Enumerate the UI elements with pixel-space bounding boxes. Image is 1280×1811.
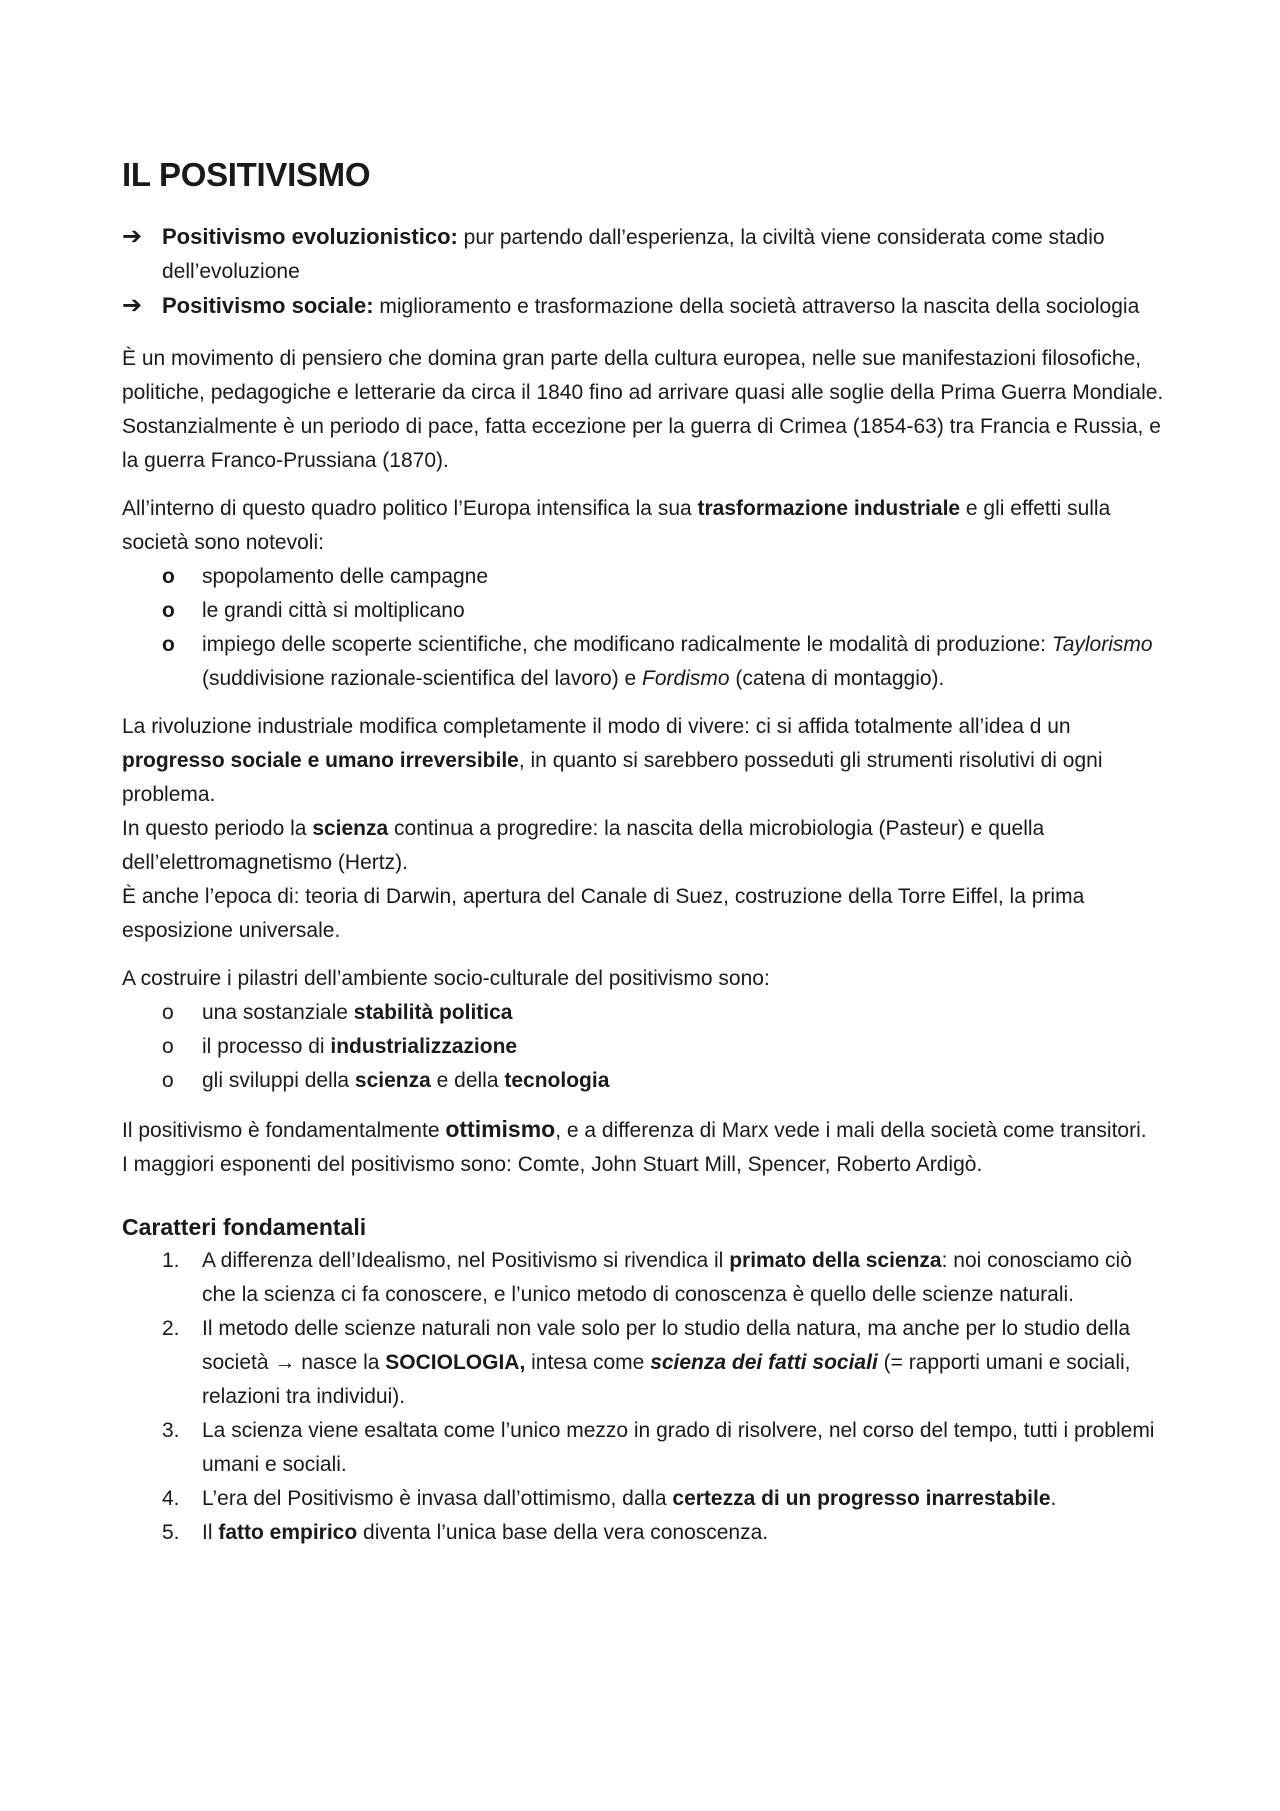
arrow-item-lead: Positivismo sociale:	[162, 293, 374, 318]
list-item: o una sostanziale stabilità politica	[122, 996, 1167, 1030]
arrow-item-text: pur partendo dall’esperienza, la civiltà viene considerata come stadio dell’evoluzione	[162, 226, 1105, 283]
list-item: o spopolamento delle campagne	[122, 560, 1167, 594]
paragraph: I maggiori esponenti del positivismo sono: Comte, John Stuart Mill, Spencer, Roberto Ardigò.	[122, 1153, 983, 1176]
bullet-marker: o	[162, 1001, 174, 1024]
list-item: 1. A differenza dell’Idealismo, nel Positivismo si rivendica il primato della scienza: noi conosciamo ciò che la scienza ci fa conoscere, e l’unico metodo di conoscenza è quello delle scienze naturali.	[162, 1249, 1132, 1306]
list-item: 4. L’era del Positivismo è invasa dall’ottimismo, dalla certezza di un progresso inarrestabile.	[162, 1487, 1057, 1510]
arrow-item-text: miglioramento e trasformazione della società attraverso la nascita della sociologia	[373, 295, 1140, 318]
list-item: o il processo di industrializzazione	[122, 1030, 1167, 1064]
bullet-marker: o	[162, 599, 175, 622]
paragraph: Il positivismo è fondamentalmente ottimismo, e a differenza di Marx vede i mali della società come transitori.	[122, 1116, 1147, 1142]
list-item: 3. La scienza viene esaltata come l’unico mezzo in grado di risolvere, nel corso del tempo, tutti i problemi umani e sociali.	[162, 1419, 1155, 1476]
paragraph: All’interno di questo quadro politico l’Europa intensifica la sua trasformazione industriale e gli effetti sulla società sono notevoli:	[122, 497, 1111, 554]
paragraph: È un movimento di pensiero che domina gran parte della cultura europea, nelle sue manifestazioni filosofiche, politiche, pedagogiche e letterarie da circa il 1840 fino ad arrivare quasi alle soglie della Prima Guerra Mondiale.	[122, 347, 1164, 404]
paragraph: È anche l’epoca di: teoria di Darwin, apertura del Canale di Suez, costruzione della Torre Eiffel, la prima esposizione universale.	[122, 885, 1085, 942]
paragraph: Sostanzialmente è un periodo di pace, fatta eccezione per la guerra di Crimea (1854-63) tra Francia e Russia, e la guerra Franco-Prussiana (1870).	[122, 415, 1161, 472]
arrow-item-lead: Positivismo evoluzionistico:	[162, 224, 458, 249]
arrow-item	[122, 220, 1167, 289]
list-item: o impiego delle scoperte scientifiche, che modificano radicalmente le modalità di produzione: Taylorismo (suddivisione razionale-scientifica del lavoro) e Fordismo (catena di montaggio).	[122, 628, 1167, 696]
document-page	[122, 156, 1167, 1550]
section-heading: Caratteri fondamentali	[122, 1214, 367, 1240]
document-title: IL POSITIVISMO	[122, 156, 371, 193]
bullet-list	[122, 560, 1167, 696]
list-item: o le grandi città si moltiplicano	[122, 594, 1167, 628]
paragraph: A costruire i pilastri dell’ambiente socio-culturale del positivismo sono:	[122, 967, 770, 990]
list-item: 5. Il fatto empirico diventa l’unica base della vera conoscenza.	[162, 1521, 769, 1544]
arrow-right-icon: ➔	[122, 292, 143, 319]
arrow-item	[122, 289, 1167, 324]
numbered-list	[122, 1244, 1167, 1550]
arrow-list	[122, 220, 1167, 324]
list-item: o gli sviluppi della scienza e della tecnologia	[122, 1064, 1167, 1098]
paragraph: La rivoluzione industriale modifica completamente il modo di vivere: ci si affida totalmente all’idea d un progresso sociale e umano irreversibile, in quanto si sarebbero posseduti gli strumenti risolutivi di ogni problema.	[122, 715, 1103, 806]
arrow-right-icon: ➔	[122, 223, 143, 250]
list-item: 2. Il metodo delle scienze naturali non vale solo per lo studio della natura, ma anche per lo studio della società → nasce la SOCIOLOGIA, intesa come scienza dei fatti sociali (= rapporti umani e sociali, relazioni tra individui).	[162, 1317, 1131, 1408]
bullet-marker: o	[162, 633, 175, 656]
bullet-marker: o	[162, 1035, 174, 1058]
bullet-list	[122, 996, 1167, 1098]
bullet-marker: o	[162, 565, 175, 588]
paragraph: In questo periodo la scienza continua a progredire: la nascita della microbiologia (Pasteur) e quella dell’elettromagnetismo (Hertz).	[122, 817, 1045, 874]
bullet-marker: o	[162, 1069, 174, 1092]
